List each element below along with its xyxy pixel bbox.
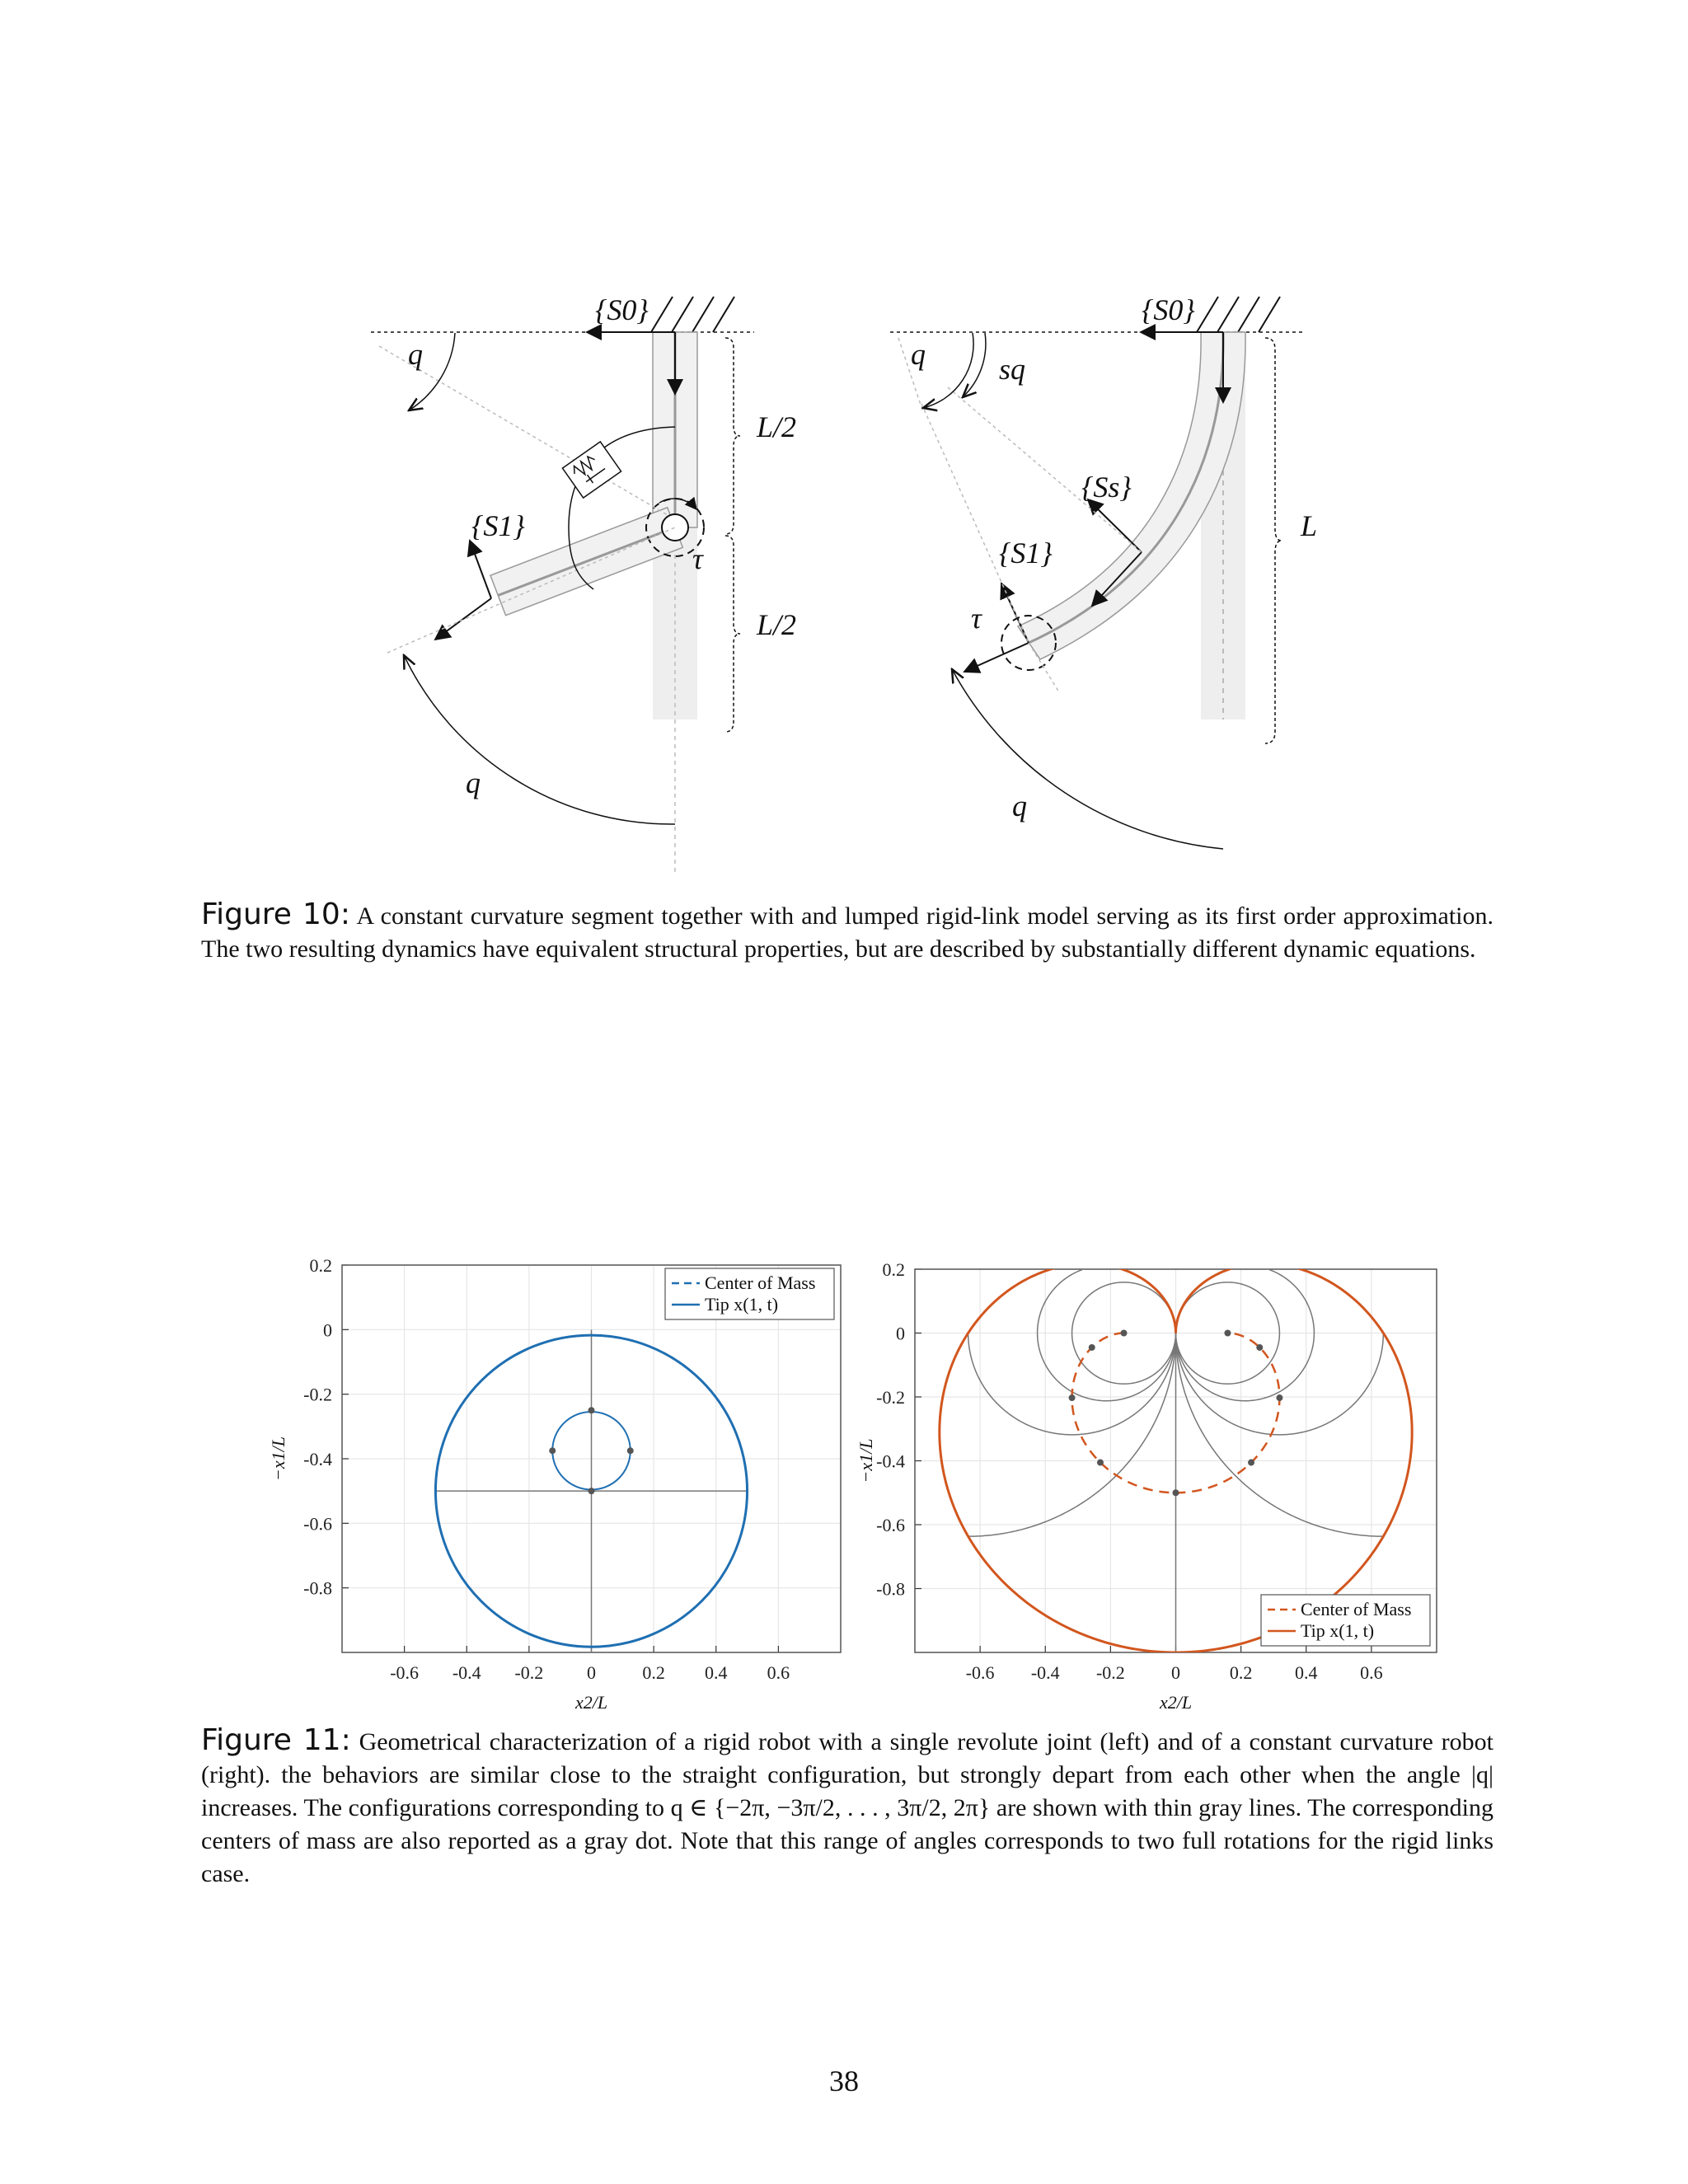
- left-angle-bottom-label: q: [466, 766, 481, 799]
- com-point: [588, 1407, 595, 1413]
- page-number: 38: [829, 2064, 859, 2097]
- y-tick-label: -0.2: [303, 1384, 332, 1405]
- x-axis-label: x2/L: [1159, 1692, 1193, 1713]
- y-tick-label: -0.6: [303, 1513, 332, 1535]
- config-curve: [1176, 1333, 1384, 1435]
- x-tick-label: 0.6: [767, 1662, 790, 1683]
- plot-area: [435, 1329, 747, 1652]
- com-point: [1224, 1330, 1231, 1337]
- y-tick-label: 0.2: [882, 1259, 905, 1280]
- y-tick-label: -0.8: [303, 1577, 332, 1599]
- x-tick-label: -0.6: [390, 1662, 420, 1683]
- y-tick-label: 0: [896, 1323, 905, 1344]
- figure-10-text: A constant curvature segment together with and lumped rigid-link model serving as its first order approximation. The two resulting dynamics have equivalent structural properties, but are described by substantially different dynamic equations.: [201, 902, 1493, 963]
- x-axis-label: x2/L: [574, 1692, 608, 1713]
- legend-entry: Center of Mass: [705, 1272, 816, 1293]
- legend: [665, 1268, 834, 1319]
- legend: [1261, 1595, 1430, 1646]
- right-angle-sq-label: sq: [999, 353, 1026, 386]
- right-frame0-label: {S0}: [1142, 293, 1195, 326]
- left-torque-label: τ: [692, 542, 703, 575]
- y-tick-label: -0.4: [876, 1451, 905, 1472]
- legend-entry: Center of Mass: [1301, 1599, 1412, 1619]
- left-frame1-label: {S1}: [471, 509, 525, 542]
- y-tick-label: -0.8: [876, 1578, 905, 1600]
- left-angle-top-label: q: [408, 338, 423, 371]
- com-point: [1121, 1330, 1128, 1337]
- config-curve: [968, 1333, 1176, 1435]
- y-tick-label: -0.6: [876, 1515, 905, 1535]
- com-point: [1173, 1489, 1179, 1496]
- com-point: [1248, 1460, 1254, 1466]
- x-tick-label: 0: [1171, 1662, 1180, 1683]
- x-tick-label: 0.2: [1229, 1662, 1253, 1683]
- x-tick-label: -0.4: [452, 1662, 481, 1683]
- plot-area: [940, 1263, 1412, 1652]
- figure-11-label: Figure 11:: [201, 1723, 351, 1757]
- right-angle-top-label: q: [911, 338, 926, 371]
- x-tick-label: 0.2: [642, 1662, 665, 1683]
- left-half-top-label: L/2: [757, 410, 797, 443]
- x-tick-label: 0.6: [1360, 1662, 1383, 1683]
- x-tick-label: -0.4: [1030, 1662, 1060, 1683]
- left-half-bottom-label: L/2: [757, 608, 797, 641]
- com-point: [1097, 1460, 1104, 1466]
- x-tick-label: -0.2: [514, 1662, 544, 1683]
- y-tick-label: -0.4: [303, 1449, 332, 1469]
- com-point: [627, 1447, 634, 1454]
- figure-11-caption: [201, 1724, 1493, 1891]
- x-tick-label: -0.6: [965, 1662, 995, 1683]
- right-frame-s-label: {Ss}: [1081, 471, 1132, 504]
- left-frame0-label: {S0}: [595, 293, 649, 326]
- com-point: [1276, 1394, 1282, 1401]
- right-frame1-label: {S1}: [999, 537, 1053, 569]
- y-tick-label: 0: [323, 1319, 332, 1341]
- right-angle-bottom-label: q: [1012, 790, 1027, 823]
- y-axis-label: −x1/L: [856, 1438, 876, 1483]
- legend-entry: Tip x(1, t): [1301, 1620, 1375, 1641]
- figure-11-text: Geometrical characterization of a rigid robot with a single revolute joint (left) and of a constant curvature robot (right). the behaviors are similar close to the straight configuration, but strongly depart from each other when the angle |q| increases. The configurations corresponding to q ∈ {−2π, −3π/2, . . . , 3π/2, 2π} are shown with thin gray lines. The corresponding centers of mass are also reported as a gray dot. Note that this range of angles corresponds to two full rotations for the rigid links case.: [201, 1728, 1494, 1887]
- chart-right: [856, 1259, 1437, 1713]
- com-point: [1089, 1344, 1095, 1351]
- figure-10-label: Figure 10:: [201, 898, 350, 931]
- legend-entry: Tip x(1, t): [705, 1294, 779, 1315]
- com-point: [1069, 1394, 1076, 1401]
- com-point: [588, 1488, 595, 1494]
- com-point: [549, 1447, 556, 1454]
- y-tick-label: 0.2: [309, 1255, 332, 1276]
- y-tick-label: -0.2: [876, 1387, 905, 1408]
- com-point: [1256, 1344, 1263, 1351]
- y-axis-label: −x1/L: [268, 1436, 288, 1481]
- x-tick-label: 0.4: [1295, 1662, 1318, 1683]
- x-tick-label: -0.2: [1095, 1662, 1125, 1683]
- x-tick-label: 0: [587, 1662, 596, 1683]
- right-length-label: L: [1301, 509, 1318, 542]
- chart-left: [268, 1255, 841, 1713]
- x-tick-label: 0.4: [705, 1662, 728, 1683]
- right-torque-label: τ: [971, 602, 982, 635]
